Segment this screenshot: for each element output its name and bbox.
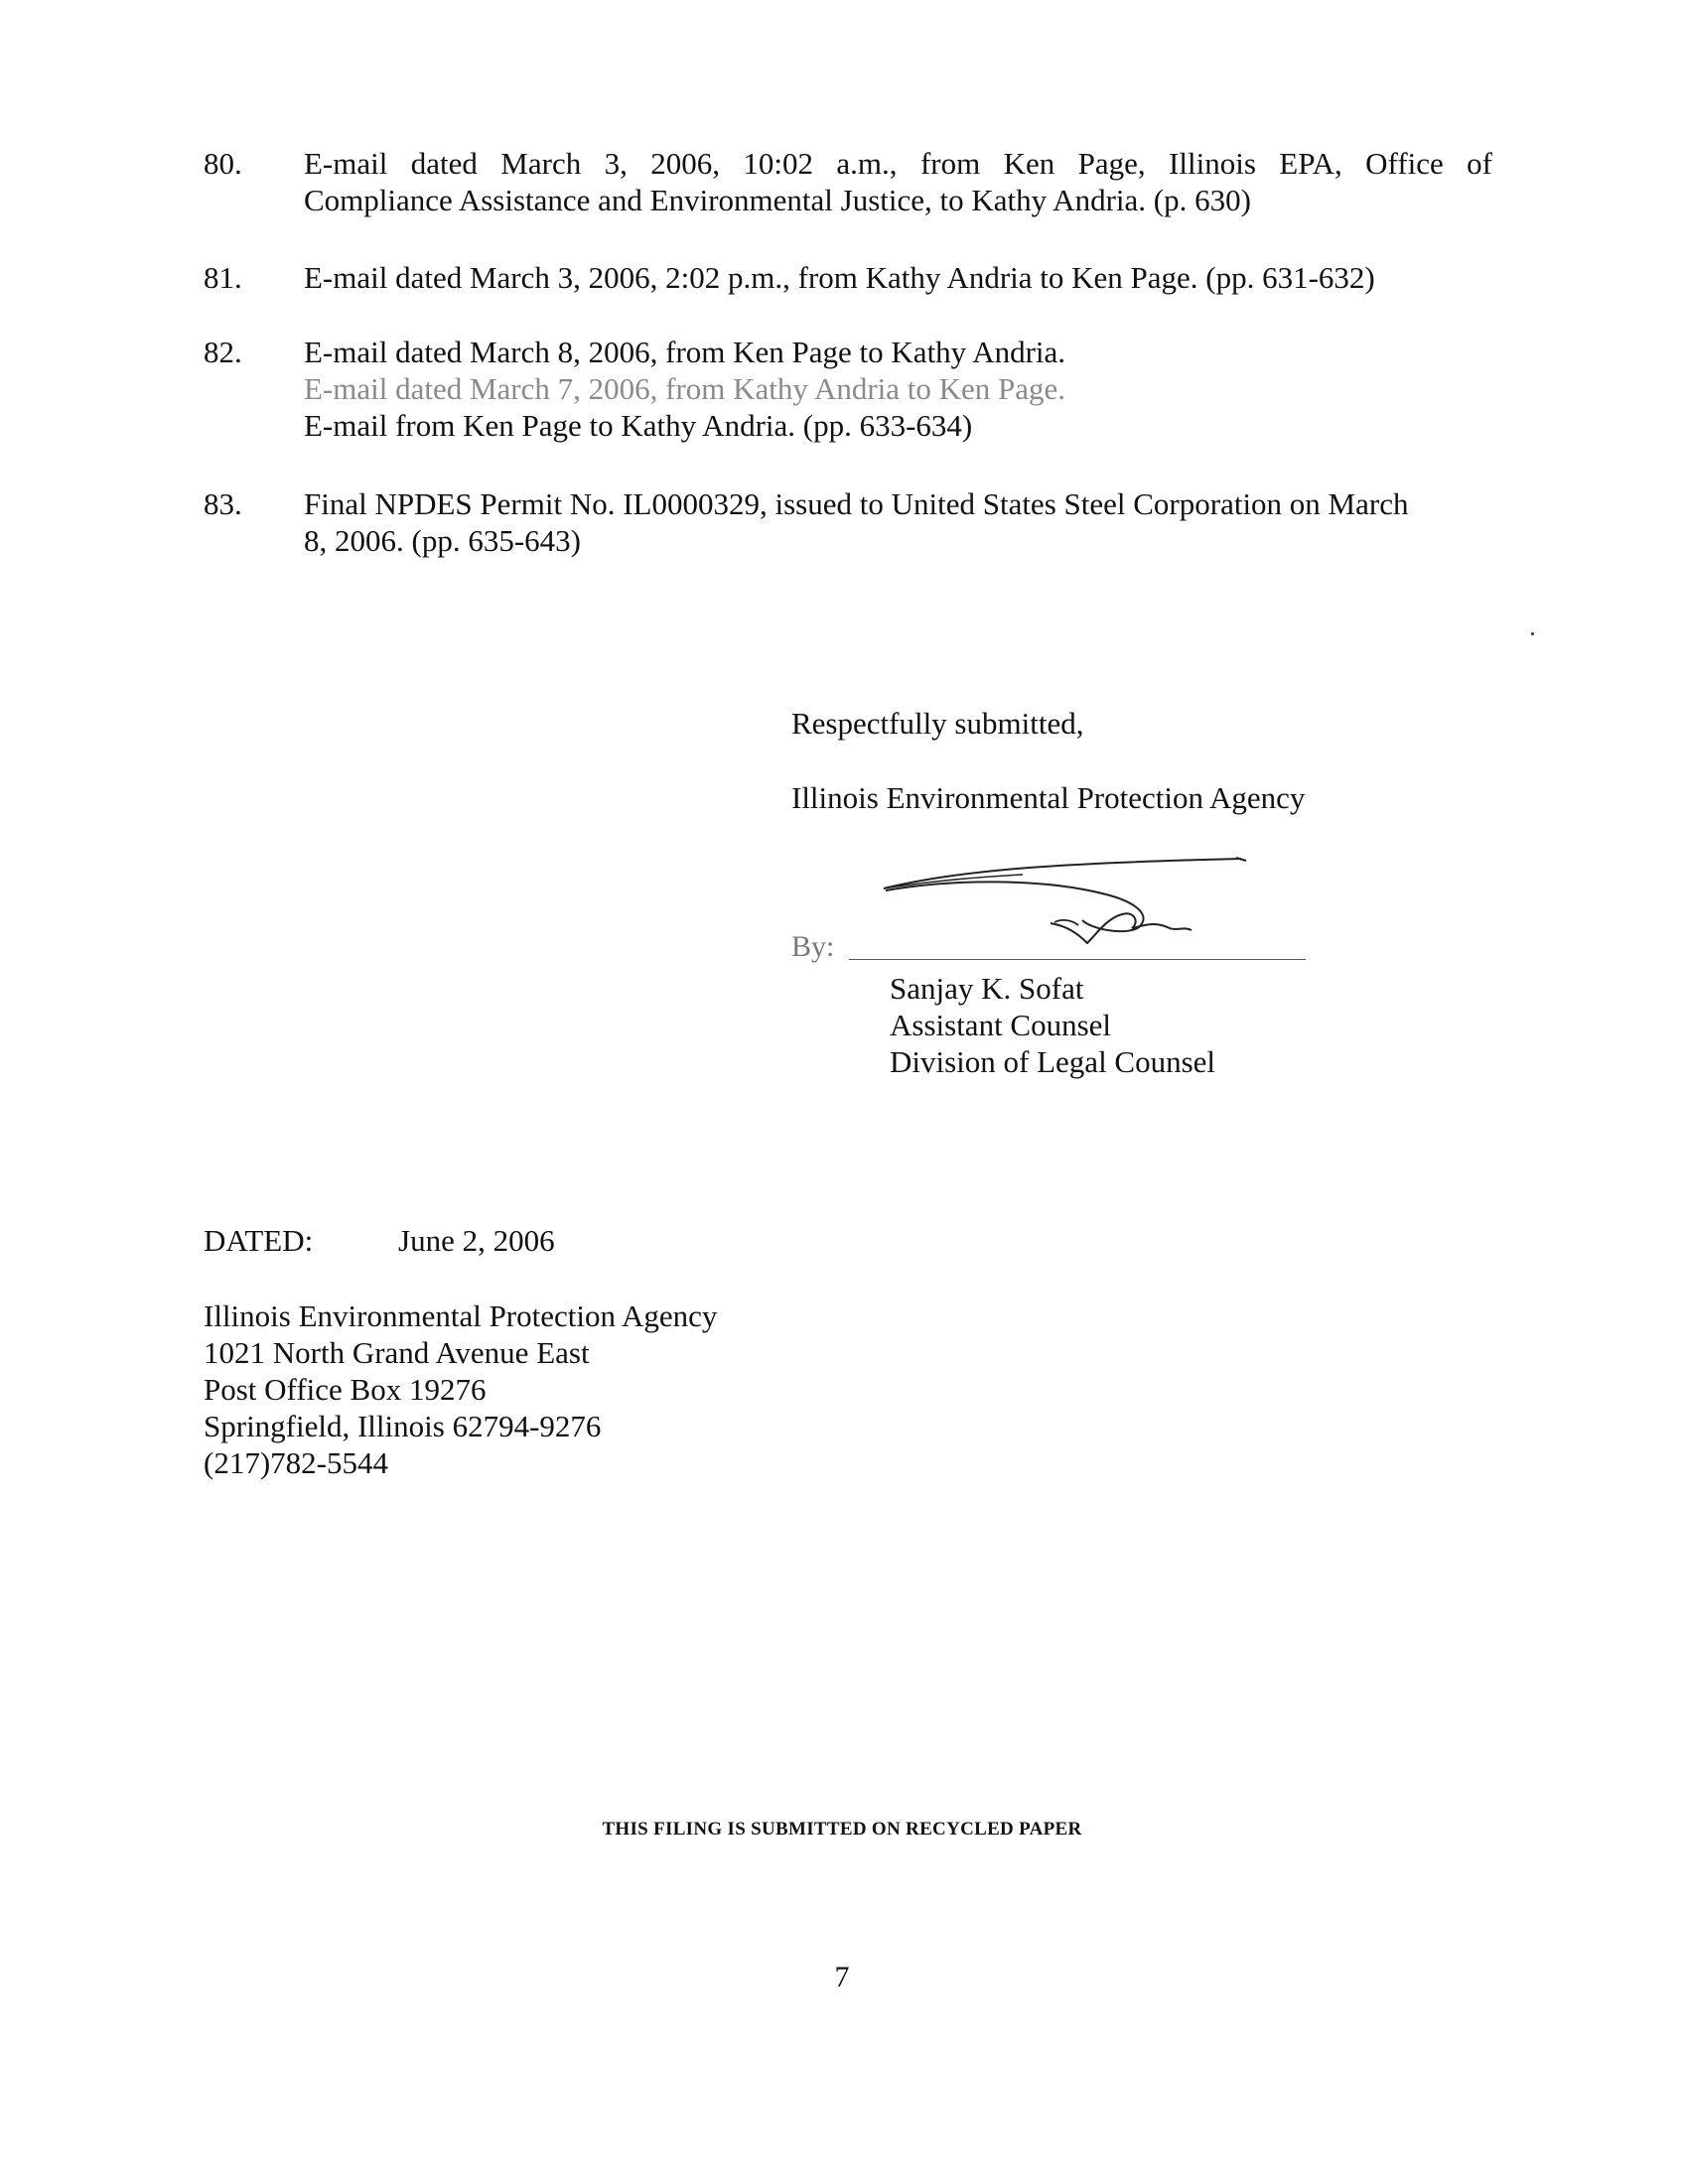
item-number: 81. [204, 260, 242, 295]
list-item-81 [204, 259, 1494, 299]
page-number: 7 [834, 1961, 850, 1993]
signature-line [791, 930, 1308, 970]
item-text [304, 334, 1492, 444]
respectfully-submitted: Respectfully submitted, [791, 706, 1084, 741]
list-item-83 [204, 485, 1494, 565]
address-city: Springfield, Illinois 62794-9276 [204, 1409, 602, 1443]
address-phone: (217)782-5544 [204, 1445, 388, 1480]
item-line: E-mail from Ken Page to Kathy Andria. (pp. 633-634) [304, 408, 973, 443]
item-text [304, 259, 1492, 296]
item-text [304, 145, 1492, 218]
item-line: 8, 2006. (pp. 635-643) [304, 523, 581, 558]
agency-address [204, 1297, 717, 1481]
item-number: 82. [204, 335, 242, 369]
dated-label: DATED: [204, 1223, 314, 1258]
address-street: 1021 North Grand Avenue East [204, 1335, 590, 1370]
list-item-82 [204, 334, 1494, 448]
item-line-faded: E-mail dated March 7, 2006, from Kathy Andria to Ken Page. [304, 371, 1066, 406]
item-line: Compliance Assistance and Environmental Justice, to Kathy Andria. (p. 630) [304, 183, 1251, 217]
signer-division: Division of Legal Counsel [890, 1044, 1216, 1079]
address-org: Illinois Environmental Protection Agency [204, 1298, 718, 1333]
item-text [304, 485, 1492, 559]
address-po-box: Post Office Box 19276 [204, 1372, 487, 1407]
dated-line [204, 1222, 555, 1259]
item-line: E-mail dated March 3, 2006, 10:02 a.m., from Ken Page, Illinois EPA, Office of [304, 146, 1492, 181]
item-line: E-mail dated March 3, 2006, 2:02 p.m., from Kathy Andria to Ken Page. (pp. 631-632) [304, 260, 1375, 295]
item-line: Final NPDES Permit No. IL0000329, issued to United States Steel Corporation on March [304, 486, 1409, 521]
list-item-80 [204, 145, 1494, 224]
item-number: 80. [204, 146, 242, 181]
item-number: 83. [204, 486, 242, 521]
item-line: E-mail dated March 8, 2006, from Ken Page to Kathy Andria. [304, 335, 1066, 369]
dated-value: June 2, 2006 [398, 1223, 555, 1258]
scan-speck [1531, 632, 1534, 635]
signature-underline [849, 959, 1306, 960]
by-label: By: [791, 930, 835, 963]
signer-name: Sanjay K. Sofat [890, 971, 1084, 1006]
recycled-paper-note: THIS FILING IS SUBMITTED ON RECYCLED PAPER [602, 1819, 1082, 1840]
closing-agency: Illinois Environmental Protection Agency [791, 780, 1306, 815]
signer-title: Assistant Counsel [890, 1008, 1112, 1042]
